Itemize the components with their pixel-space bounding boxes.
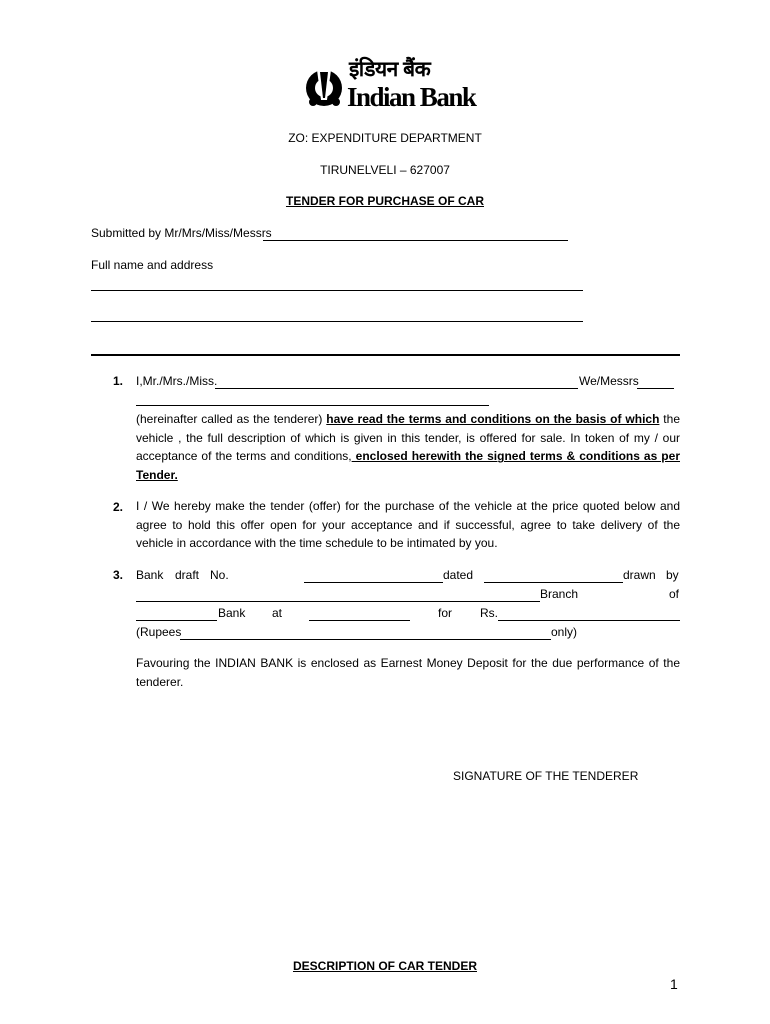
item-1-name-line[interactable] (215, 388, 578, 389)
branch-label: Branch (540, 587, 579, 601)
item-1-paragraph (136, 410, 680, 485)
item-1-middle: the vehicle , the full description of which is given in this tender, is offered for sale. In token of my / our acceptance of the terms and conditions, (136, 412, 680, 464)
address-line-2[interactable] (91, 321, 583, 322)
draft-number-line[interactable] (304, 582, 443, 583)
only-label: only) (551, 625, 578, 639)
department-line: ZO: EXPENDITURE DEPARTMENT (288, 131, 482, 145)
description-heading: DESCRIPTION OF CAR TENDER (292, 959, 477, 973)
item-1-we-line[interactable] (637, 388, 674, 389)
bank2-label: Bank (218, 606, 246, 620)
logo-english-text: Indian Bank (347, 82, 476, 112)
rs-label: Rs. (480, 606, 498, 620)
item-2-number: 2. (113, 500, 124, 514)
item-3-number: 3. (113, 568, 124, 582)
at-label: at (272, 606, 283, 620)
bank-label: Bank (136, 568, 164, 582)
item-2-paragraph: I / We hereby make the tender (offer) for the purchase of the vehicle at the price quoted below and agree to hold this offer open for your acceptance and if successful, agree to take delivery of the vehicle in accordance with the time schedule to be intimated by you. (136, 499, 680, 551)
dated-line[interactable] (484, 582, 623, 583)
item-1-emphasis-2: enclosed herewith the signed terms & conditions as per Tender. (136, 449, 680, 483)
full-name-address-label: Full name and address (91, 258, 214, 272)
item-1-we-label: We/Messrs (579, 374, 639, 388)
submitted-by-label: Submitted by Mr/Mrs/Miss/Messrs (91, 226, 272, 240)
location-line: TIRUNELVELI – 627007 (320, 163, 450, 177)
section-divider (91, 354, 680, 356)
item-1-emphasis-1: have read the terms and conditions on the basis of which (326, 412, 660, 426)
for-label: for (438, 606, 453, 620)
by-label: by (666, 568, 679, 582)
tender-title: TENDER FOR PURCHASE OF CAR (285, 194, 484, 208)
item-1-continuation-line[interactable] (136, 405, 489, 406)
item-1-name-label: I,Mr./Mrs./Miss. (136, 374, 218, 388)
of-label: of (669, 587, 680, 601)
no-label: No. (210, 568, 229, 582)
favouring-paragraph: Favouring the INDIAN BANK is enclosed as Earnest Money Deposit for the due performance of the tenderer. (136, 656, 680, 689)
item-1-number: 1. (113, 374, 124, 388)
bank-name-line[interactable] (136, 620, 217, 621)
item-1-intro: (hereinafter called as the tenderer) (136, 412, 327, 426)
bank-emblem-icon (303, 60, 349, 110)
at-place-line[interactable] (309, 620, 410, 621)
address-line-1[interactable] (91, 290, 583, 291)
rupees-label: (Rupees (136, 625, 182, 639)
logo-hindi-text: इंडियन बैंक (349, 58, 431, 81)
indian-bank-logo (303, 58, 476, 114)
amount-line[interactable] (498, 620, 680, 621)
draft-label: draft (175, 568, 200, 582)
dated-label: dated (443, 568, 474, 582)
drawn-by-line[interactable] (136, 601, 540, 602)
page-number: 1 (670, 976, 678, 992)
rupees-words-line[interactable] (180, 639, 551, 640)
signature-label: SIGNATURE OF THE TENDERER (453, 769, 639, 783)
submitted-by-line[interactable] (263, 240, 568, 241)
drawn-label: drawn (623, 568, 656, 582)
